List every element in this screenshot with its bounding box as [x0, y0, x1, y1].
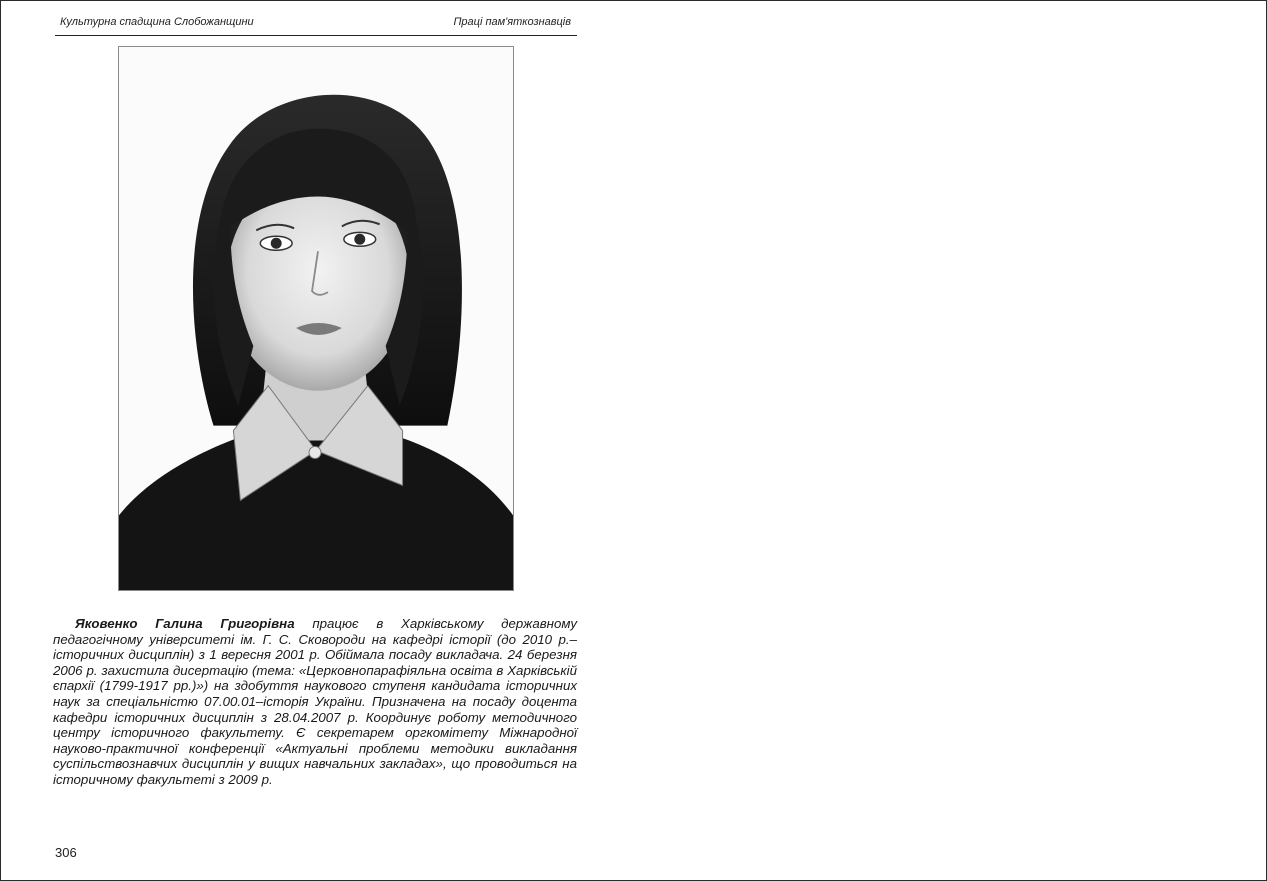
page-number: 306 [55, 845, 77, 860]
person-name: Яковенко Галина Григорівна [75, 616, 295, 631]
biography-text: працює в Харківському державному педагогічному університеті ім. Г. С. Сковороди на кафедрі історії (до 2010 р.– історичних дисциплін) з 1 вересня 2001 р. Обіймала посаду викладача. 24 березня 2006 р. захистила дисертацію (тема: «Церковнопарафіяльна освіта в Харківській єпархії (1799-1917 рр.)») на здобуття наукового ступеня кандидата історичних наук за спеціальністю 07.00.01–історія України. Призначена на посаду доцента кафедри історичних дисциплін з 28.04.2007 р. Координує роботу методичного центру історичного факультету. Є секретарем оргкомітету Міжнародної науково-практичної конференції «Актуальні проблеми методики викладання суспільствознавчих дисциплін у вищих навчальних закладах», що проводиться на історичному факультеті з 2009 р. [53, 616, 577, 787]
portrait-photo-icon [119, 47, 513, 590]
header-left-title: Культурна спадщина Слобожанщини [60, 16, 254, 28]
biography-paragraph [53, 616, 577, 788]
running-header [55, 13, 577, 36]
portrait-photo [118, 46, 514, 591]
header-right-title: Праці пам'яткознавців [453, 16, 571, 28]
